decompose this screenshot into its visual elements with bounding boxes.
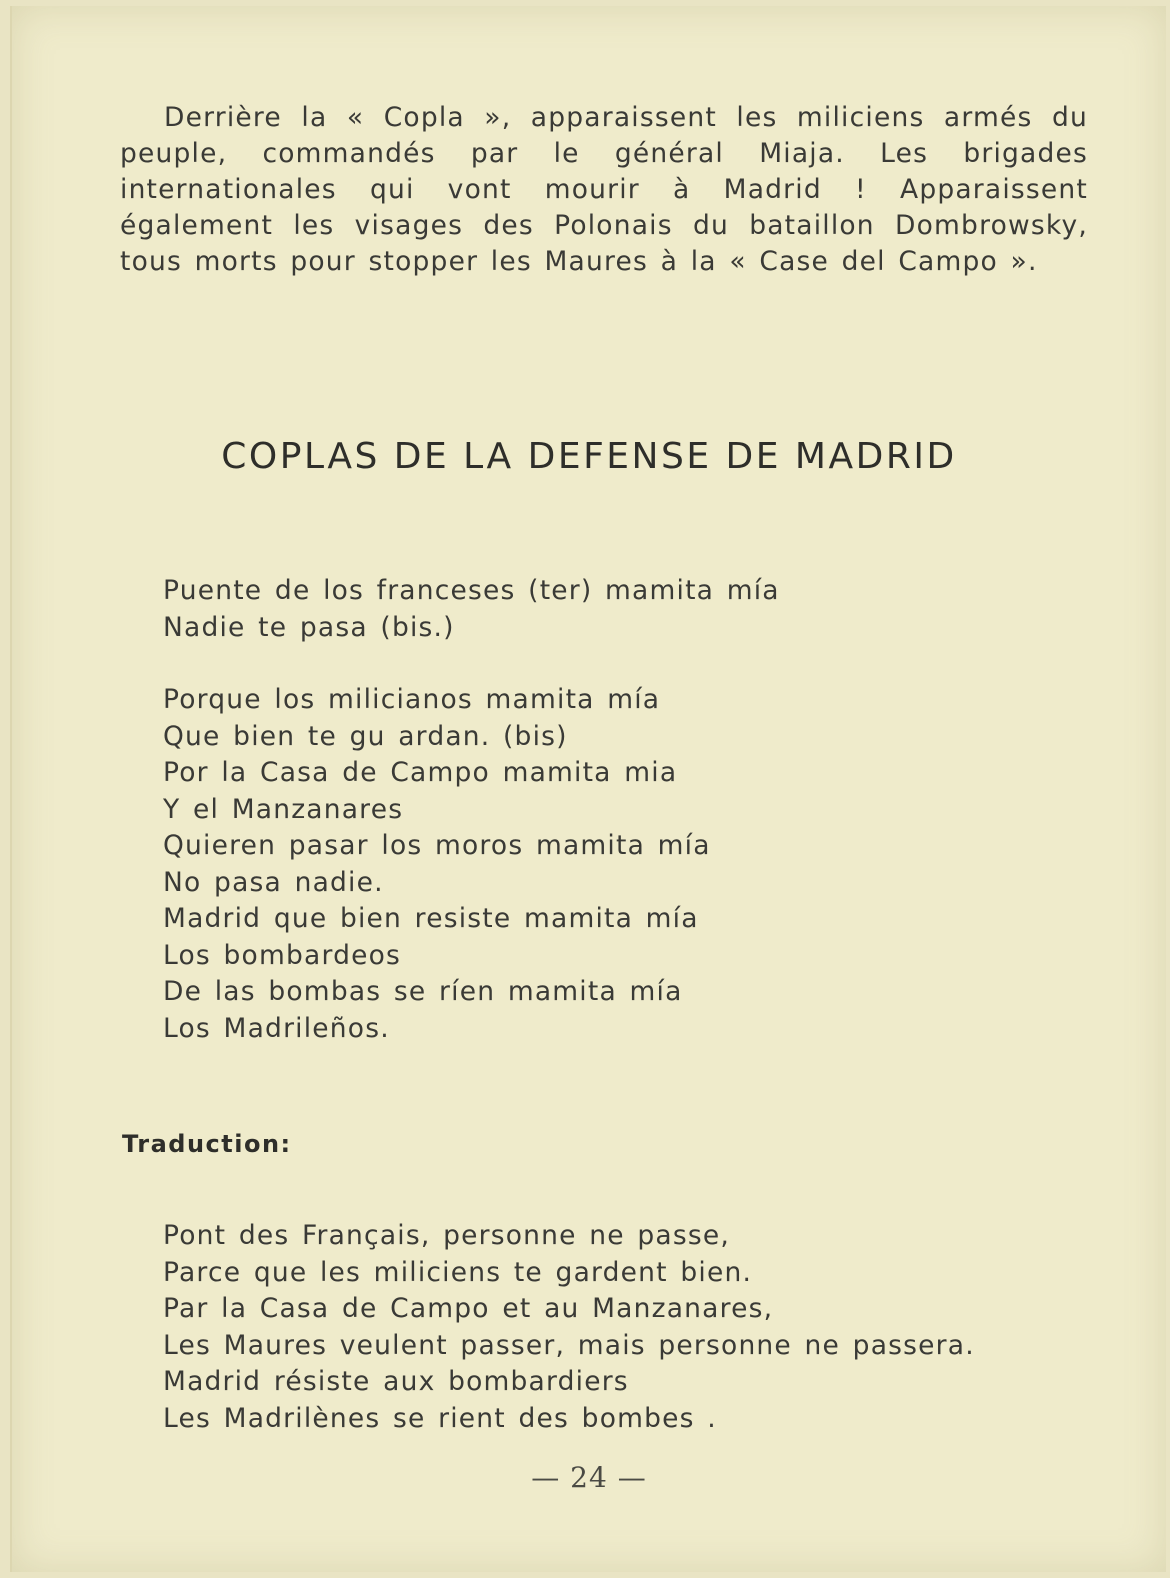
translation-line: Les Madrilènes se rient des bombes . <box>163 1402 717 1434</box>
intro-paragraph: Derrière la « Copla », apparaissent les miliciens armés du peuple, commandés par le général Miaja. Les brigades internationales qui vont mourir à Madrid ! Apparaissent également les visages des Polonais du bataillon Dombrowsky, tous morts pour stopper les Maures à la « Case del Campo ». <box>120 102 1088 277</box>
verse-line: Quieren pasar los moros mamita mía <box>163 830 711 861</box>
verse-line: Los Madrileños. <box>163 1012 390 1044</box>
verse-line: No pasa nadie. <box>163 866 384 898</box>
verse-line: Madrid que bien resiste mamita mía <box>163 903 699 934</box>
song-stanza-2 <box>163 682 1113 1047</box>
verse-line: Puente de los franceses (ter) mamita mía <box>163 575 780 606</box>
translation-line: Madrid résiste aux bombardiers <box>163 1366 629 1397</box>
verse-line: Los bombardeos <box>163 939 402 971</box>
translation-line: Pont des Français, personne ne passe, <box>163 1220 730 1251</box>
verse-line: Y el Manzanares <box>163 793 404 825</box>
verse-line: Nadie te pasa (bis.) <box>163 611 455 643</box>
page-title: COPLAS DE LA DEFENSE DE MADRID <box>221 436 957 477</box>
book-page <box>10 6 1166 1572</box>
page-number: — 24 — <box>531 1461 647 1494</box>
verse-line: Porque los milicianos mamita mía <box>163 684 661 715</box>
verse-line: Por la Casa de Campo mamita mia <box>163 757 678 788</box>
translation-line: Par la Casa de Campo et au Manzanares, <box>163 1293 774 1324</box>
verse-line: Que bien te gu ardan. (bis) <box>163 720 568 752</box>
song-stanza-1 <box>163 573 1113 646</box>
translation-line: Parce que les miliciens te gardent bien. <box>163 1256 753 1288</box>
verse-line: De las bombas se ríen mamita mía <box>163 976 683 1007</box>
translation-lines <box>163 1218 1113 1437</box>
translation-line: Les Maures veulent passer, mais personne ne passera. <box>163 1329 975 1361</box>
translation-heading: Traduction: <box>122 1130 292 1158</box>
